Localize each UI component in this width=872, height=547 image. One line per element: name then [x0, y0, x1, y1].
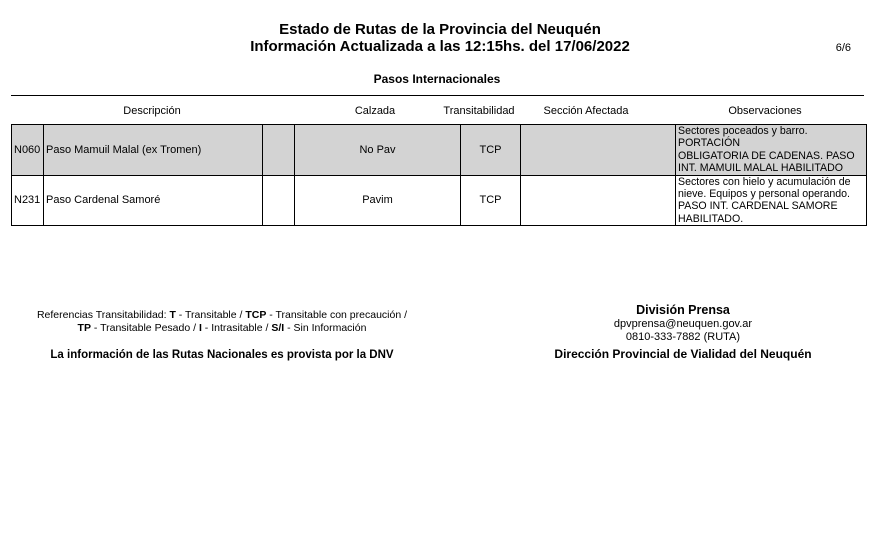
- observaciones-value: Sectores poceados y barro. PORTACIÓN OBLIGATORIA DE CADENAS. PASO INT. MAMUIL MALAL HABILITADO: [676, 125, 867, 176]
- column-header-calzada: Calzada: [354, 105, 396, 117]
- division-prensa-title: División Prensa: [636, 303, 730, 317]
- organization-name: Dirección Provincial de Vialidad del Neuquén: [554, 347, 812, 361]
- column-header-descripcion: Descripción: [123, 105, 181, 117]
- column-header-observaciones: Observaciones: [728, 105, 802, 117]
- report-update-info: Información Actualizada a las 12:15hs. del 17/06/2022: [250, 38, 630, 55]
- table-row: [12, 175, 867, 226]
- route-description: Paso Mamuil Malal (ex Tromen): [44, 125, 263, 176]
- route-code: N231: [12, 175, 44, 226]
- empty-cell: [263, 125, 295, 176]
- page-number: 6/6: [835, 42, 851, 54]
- column-header-seccion-afectada: Sección Afectada: [543, 105, 629, 117]
- table-row: [12, 125, 867, 176]
- seccion-afectada-value: [521, 175, 676, 226]
- contact-phone: 0810-333-7882 (RUTA): [625, 331, 741, 343]
- column-header-transitabilidad: Transitabilidad: [443, 105, 515, 117]
- observaciones-value: Sectores con hielo y acumulación de nieve. Equipos y personal operando. PASO INT. CARDENAL SAMORE HABILITADO.: [676, 175, 867, 226]
- transitability-legend: Referencias Transitabilidad: T - Transitable / TCP - Transitable con precaución / TP - Transitable Pesado / I - Intrasitable / S/I - Sin Información: [36, 309, 408, 334]
- calzada-value: No Pav: [295, 125, 461, 176]
- transitabilidad-value: TCP: [461, 125, 521, 176]
- transitabilidad-value: TCP: [461, 175, 521, 226]
- route-description: Paso Cardenal Samoré: [44, 175, 263, 226]
- empty-cell: [263, 175, 295, 226]
- calzada-value: Pavim: [295, 175, 461, 226]
- contact-email: dpvprensa@neuquen.gov.ar: [613, 318, 753, 330]
- dnv-note: La información de las Rutas Nacionales es provista por la DNV: [50, 349, 394, 361]
- report-title: Estado de Rutas de la Provincia del Neuquén: [279, 21, 601, 38]
- route-code: N060: [12, 125, 44, 176]
- section-title: Pasos Internacionales: [373, 72, 501, 86]
- seccion-afectada-value: [521, 125, 676, 176]
- routes-table: [11, 124, 867, 226]
- header-divider: [11, 95, 864, 96]
